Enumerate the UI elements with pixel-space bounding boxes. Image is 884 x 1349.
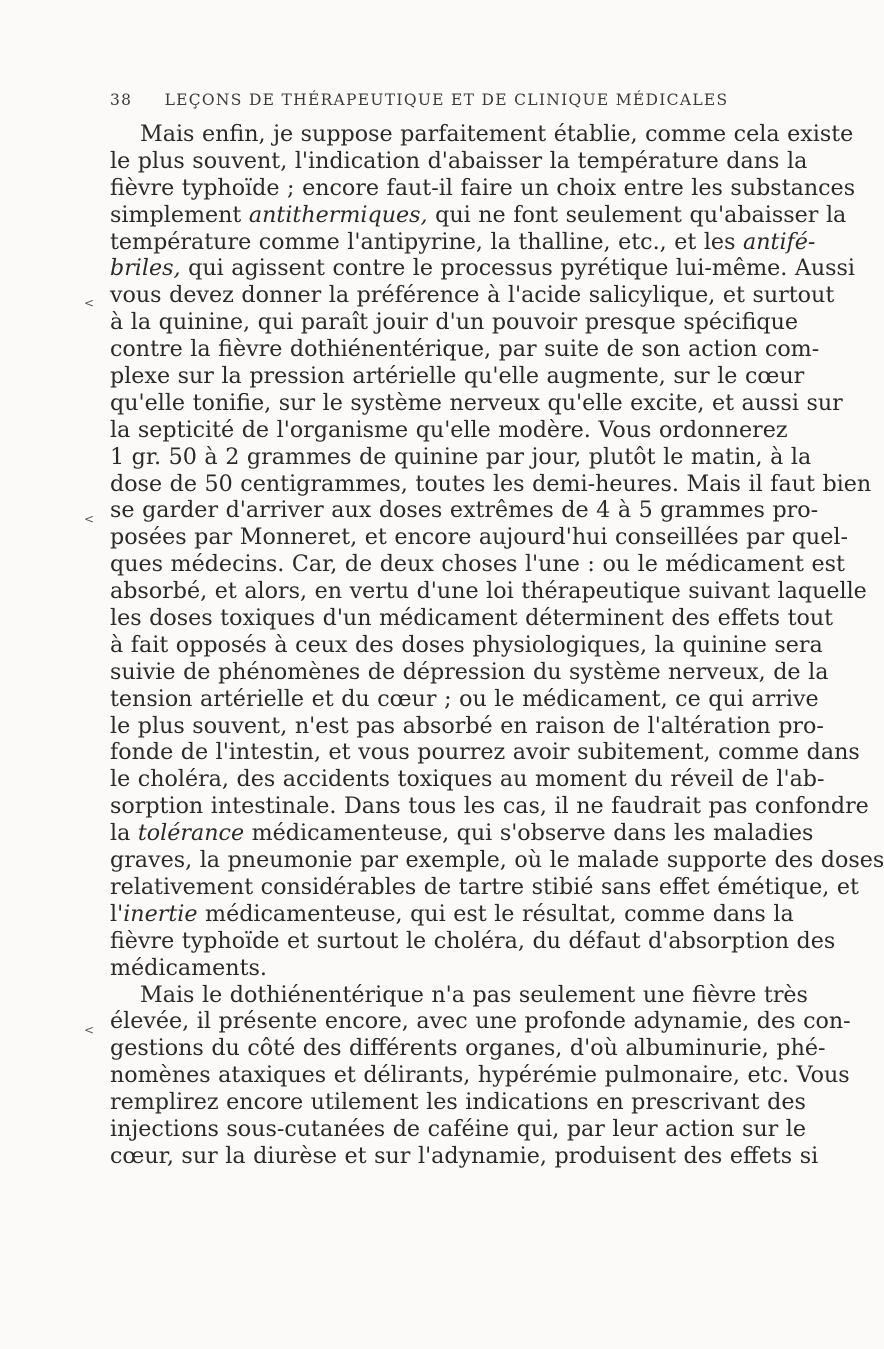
text-line: le choléra, des accidents toxiques au moment du réveil de l'ab- [110,766,825,793]
text-line: dose de 50 centigrammes, toutes les demi-heures. Mais il faut bien [110,470,872,497]
italic-term: inertie [123,900,198,927]
text-line: absorbé, et alors, en vertu d'une loi thérapeutique suivant laquelle [110,578,867,605]
text-line: relativement considérables de tartre stibié sans effet émétique, et [110,873,859,900]
text-line: 1 gr. 50 à 2 grammes de quinine par jour, plutôt le matin, à la [110,443,812,470]
text-line: médicaments. [110,954,267,981]
text-line: tension artérielle et du cœur ; ou le médicament, ce qui arrive [110,685,819,712]
italic-term: antifé- [743,228,816,255]
text-line: injections sous-cutanées de caféine qui, par leur action sur le [110,1115,807,1142]
page-number: 38 [110,91,133,109]
margin-mark: < [84,1023,95,1037]
text-line: Mais enfin, je suppose parfaitement établie, comme cela existe [140,121,854,147]
text-line: la septicité de l'organisme qu'elle modère. Vous ordonnerez [110,416,788,443]
text-line: température comme l'antipyrine, la thalline, etc., et les antifé- [110,228,816,255]
text-line: le plus souvent, n'est pas absorbé en raison de l'altération pro- [110,712,824,739]
text-line: suivie de phénomènes de dépression du système nerveux, de la [110,658,829,685]
text-line: à la quinine, qui paraît jouir d'un pouvoir presque spécifique [110,309,799,336]
text-line: remplirez encore utilement les indications en prescrivant des [110,1089,806,1116]
text-line: élevée, il présente encore, avec une profonde adynamie, des con- [110,1008,851,1035]
text-line: à fait opposés à ceux des doses physiologiques, la quinine sera [110,631,823,658]
text-line: gestions du côté des différents organes, d'où albuminurie, phé- [110,1035,826,1062]
running-title: LEÇONS DE THÉRAPEUTIQUE ET DE CLINIQUE MÉDICALES [164,91,729,109]
running-header [110,91,760,109]
body-text [110,121,884,1170]
text-line: posées par Monneret, et encore aujourd'hui conseillées par quel- [110,524,848,551]
text-line: se garder d'arriver aux doses extrêmes de 4 à 5 grammes pro- [110,497,819,524]
text-line: vous devez donner la préférence à l'acide salicylique, et surtout [110,282,835,309]
text-line: briles, qui agissent contre le processus pyrétique lui-même. Aussi [110,255,856,282]
text-line: contre la fièvre dothiénentérique, par suite de son action com- [110,336,820,363]
text-line: qu'elle tonifie, sur le système nerveux qu'elle excite, et aussi sur [110,389,843,416]
italic-term: antithermiques, [248,201,428,228]
text-line: plexe sur la pression artérielle qu'elle augmente, sur le cœur [110,363,805,390]
text-line: graves, la pneumonie par exemple, où le malade supporte des doses [110,847,884,874]
text-line: fonde de l'intestin, et vous pourrez avoir subitement, comme dans [110,739,860,766]
text-line: l'inertie médicamenteuse, qui est le résultat, comme dans la [110,900,794,927]
text-line: ques médecins. Car, de deux choses l'une : ou le médicament est [110,551,845,578]
text-line: le plus souvent, l'indication d'abaisser la température dans la [110,147,808,174]
text-line: la tolérance médicamenteuse, qui s'observe dans les maladies [110,820,814,847]
margin-mark: < [84,296,95,310]
text-line: Mais le dothiénentérique n'a pas seulement une fièvre très [140,981,808,1008]
text-line: simplement antithermiques, qui ne font seulement qu'abaisser la [110,201,847,228]
text-line: fièvre typhoïde et surtout le choléra, du défaut d'absorption des [110,927,836,954]
italic-term: tolérance [137,820,245,847]
text-line: nomènes ataxiques et délirants, hypérémie pulmonaire, etc. Vous [110,1062,850,1089]
text-line: cœur, sur la diurèse et sur l'adynamie, produisent des effets si [110,1142,819,1169]
margin-mark: < [84,512,95,526]
text-line: sorption intestinale. Dans tous les cas, il ne faudrait pas confondre [110,793,869,820]
text-line: les doses toxiques d'un médicament déterminent des effets tout [110,605,834,632]
italic-term: briles, [110,255,181,282]
text-line: fièvre typhoïde ; encore faut-il faire un choix entre les substances [110,174,856,201]
